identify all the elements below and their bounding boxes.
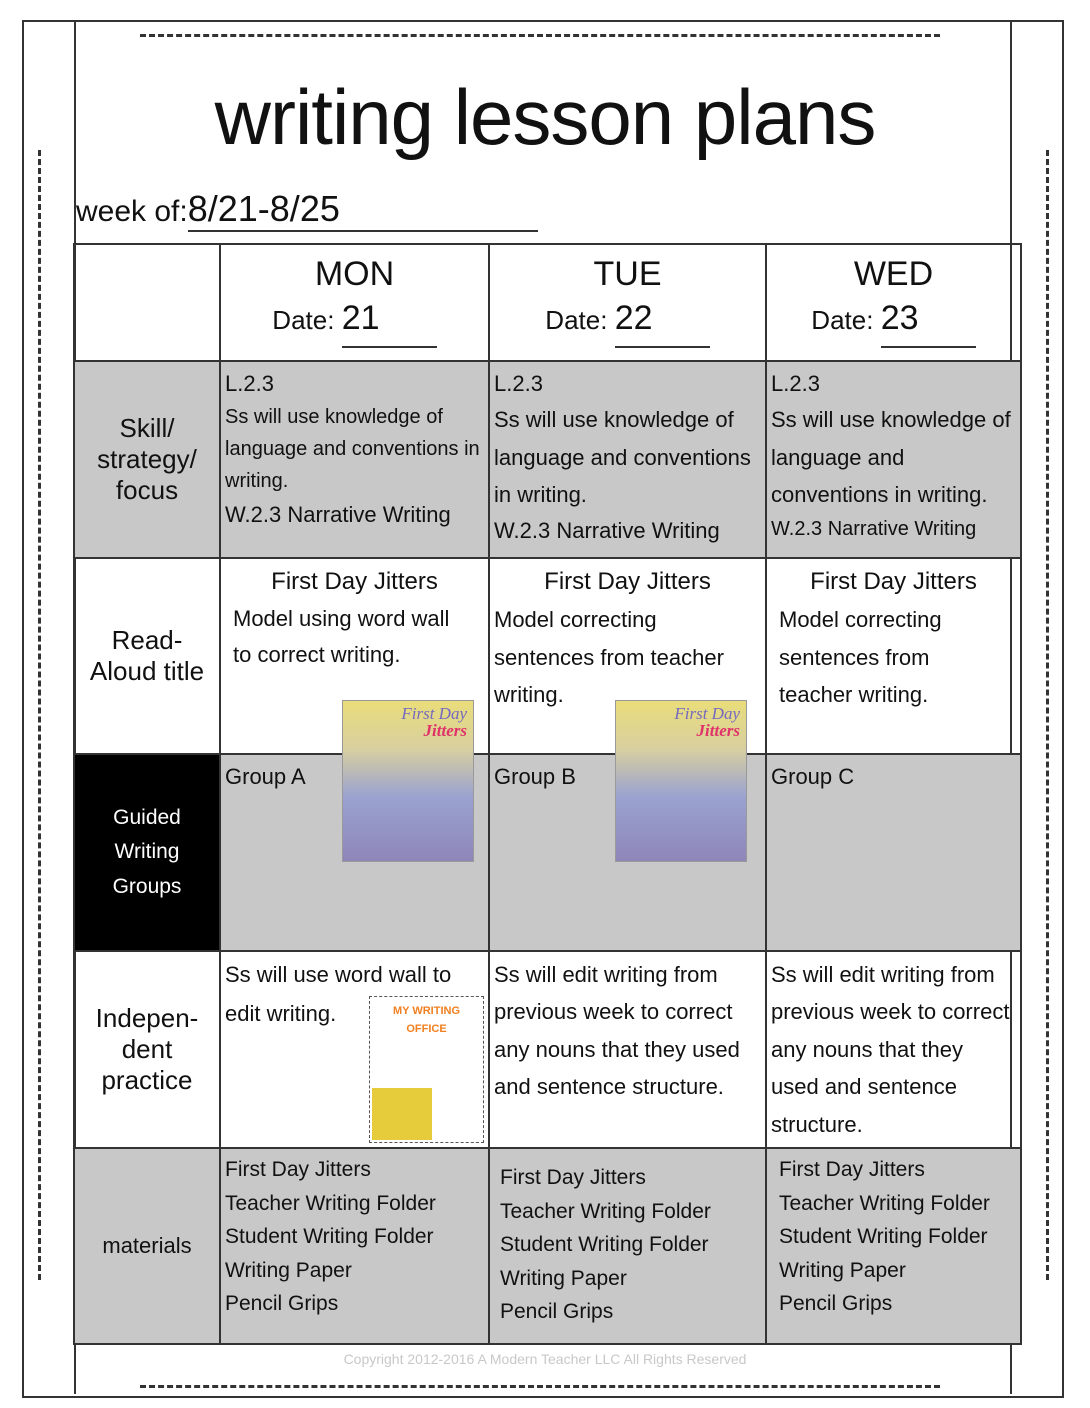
header-row [74,244,1021,361]
independent-row [74,951,1021,1148]
material-item: Teacher Writing Folder [225,1191,436,1215]
top-dashes [140,34,940,37]
day-header-tue [489,244,766,361]
book-cover-title: Jitters [423,721,467,740]
copyright: Copyright 2012-2016 A Modern Teacher LLC All Rights Reserved [343,1351,747,1367]
book-cover-title: First Day [674,704,740,723]
week-of [76,188,538,232]
read-cell [489,558,766,754]
office-cover-title: MY WRITING OFFICE [392,1005,460,1035]
material-item: Pencil Grips [225,1292,339,1316]
date-value: 23 [881,291,976,347]
read-cell [220,558,489,754]
indep-text: Ss will edit writing from previous week to correct any nouns that they used and sentence structure. [771,962,1010,1137]
indep-cell [489,951,766,1148]
week-label: week of: [76,195,188,228]
read-activity: Model correcting sentences from teacher writing. [494,607,724,708]
objective: Ss will use knowledge of language and conventions in writing. [771,407,1011,507]
standard: L.2.3 [771,371,820,396]
materials-cell [489,1148,766,1344]
objective: Ss will use knowledge of language and conventions in writing. [494,407,751,507]
material-item: First Day Jitters [500,1166,646,1189]
book-cover-title: First Day [401,704,467,723]
guided-row [74,754,1021,951]
writing-office-image [369,996,484,1143]
book-title: First Day Jitters [810,568,977,595]
group-cell: Group B [489,754,766,951]
material-item: Pencil Grips [500,1300,614,1324]
right-dashes [1046,150,1049,1280]
standard: L.2.3 [225,371,274,396]
standard: W.2.3 Narrative Writing [494,518,720,544]
indep-text: Ss will use word wall to edit writing. [225,962,452,1026]
row-label: Read-Aloud title [74,558,220,754]
material-item: Writing Paper [500,1266,627,1290]
day-name: TUE [593,255,662,294]
book-cover-image [342,700,474,862]
corner-cell [74,244,220,361]
skill-row [74,361,1021,558]
material-item: Pencil Grips [779,1292,893,1316]
lesson-table [73,243,1022,1345]
day-name: MON [314,255,395,294]
indep-cell [220,951,489,1148]
materials-cell [766,1148,1021,1344]
material-item: Student Writing Folder [225,1225,434,1249]
standard: W.2.3 Narrative Writing [771,518,977,541]
read-aloud-row [74,558,1021,754]
row-label: materials [74,1148,220,1344]
date-label: Date: [272,305,335,336]
bottom-dashes [140,1385,940,1388]
date-label: Date: [545,305,608,336]
skill-cell [220,361,489,558]
materials-row [74,1148,1021,1344]
standard: L.2.3 [494,371,543,396]
material-item: Writing Paper [225,1258,352,1282]
row-label: Skill/ strategy/ focus [74,361,220,558]
read-activity: Model using word wall to correct writing. [233,606,450,667]
materials-cell [220,1148,489,1344]
date-value: 22 [615,291,710,347]
page-title: writing lesson plans [214,73,876,161]
material-item: Teacher Writing Folder [500,1199,711,1223]
book-cover-title: Jitters [696,721,740,740]
material-item: Student Writing Folder [779,1225,988,1249]
week-value: 8/21-8/25 [188,188,538,232]
row-label: Guided Writing Groups [74,754,220,951]
objective: Ss will use knowledge of language and conventions in writing. [225,406,480,493]
indep-cell [766,951,1021,1148]
book-title: First Day Jitters [544,568,711,595]
group-cell: Group C [766,754,1021,951]
material-item: Teacher Writing Folder [779,1191,990,1215]
date-value: 21 [342,291,437,347]
day-name: WED [853,255,934,294]
row-label: Indepen-dent practice [74,951,220,1148]
skill-cell [489,361,766,558]
day-header-wed [766,244,1021,361]
material-item: First Day Jitters [779,1158,925,1181]
book-title: First Day Jitters [271,568,438,595]
indep-text: Ss will edit writing from previous week to correct any nouns that they used and sentence structure. [494,962,740,1100]
material-item: Student Writing Folder [500,1233,709,1257]
date-label: Date: [811,305,874,336]
skill-cell [766,361,1021,558]
day-header-mon [220,244,489,361]
standard: W.2.3 Narrative Writing [225,502,451,528]
material-item: Writing Paper [779,1258,906,1282]
left-dashes [38,150,41,1280]
group-cell: Group A [220,754,489,951]
read-cell [766,558,1021,754]
material-item: First Day Jitters [225,1158,371,1181]
book-cover-image [615,700,747,862]
read-activity: Model correcting sentences from teacher writing. [779,607,942,708]
